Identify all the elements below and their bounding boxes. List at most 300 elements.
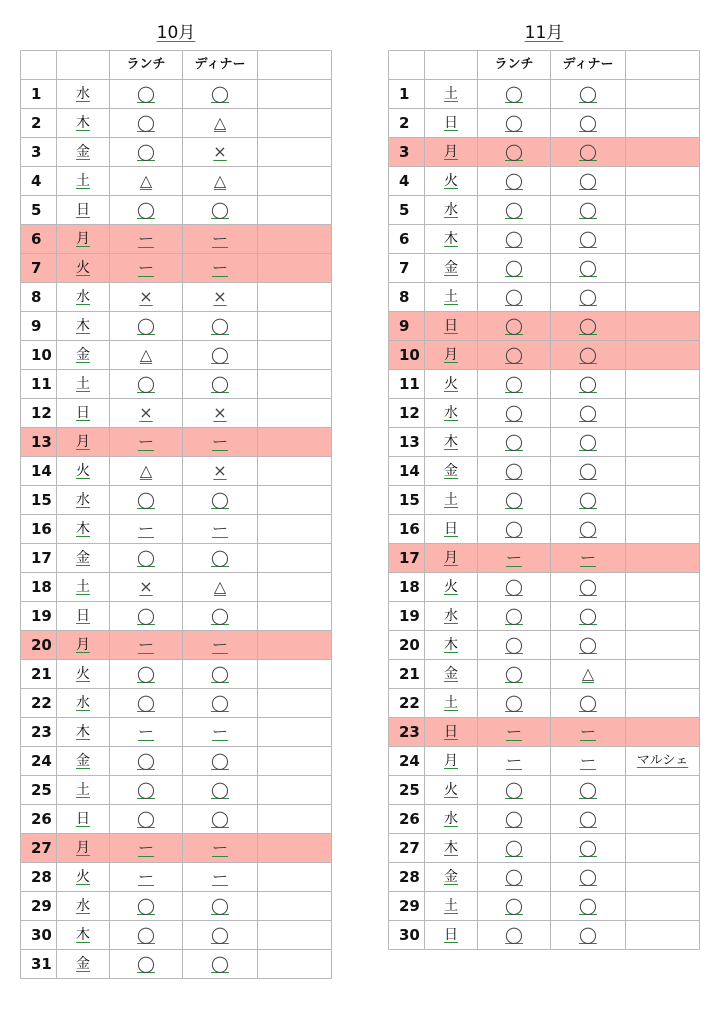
table-row — [21, 892, 332, 921]
dinner-status-cell: ◯ — [551, 457, 626, 486]
dinner-status-cell: △ — [183, 573, 258, 602]
note-cell — [258, 80, 332, 109]
table-row — [389, 921, 700, 950]
lunch-status-cell: ◯ — [110, 689, 183, 718]
note-cell — [258, 863, 332, 892]
dinner-status-cell: ◯ — [551, 834, 626, 863]
lunch-status-cell: ◯ — [110, 805, 183, 834]
table-row — [21, 631, 332, 660]
rows-october — [21, 80, 332, 979]
note-cell — [258, 573, 332, 602]
table-row — [21, 138, 332, 167]
weekday-cell: 日 — [425, 109, 478, 138]
table-row — [21, 515, 332, 544]
note-cell — [626, 834, 700, 863]
weekday-cell: 日 — [57, 399, 110, 428]
day-cell: 12 — [21, 399, 57, 428]
lunch-status-cell: ◯ — [478, 428, 551, 457]
table-row — [21, 776, 332, 805]
weekday-cell: 金 — [57, 950, 110, 979]
lunch-status-cell: × — [110, 573, 183, 602]
table-row — [389, 515, 700, 544]
note-cell — [258, 138, 332, 167]
day-cell: 16 — [21, 515, 57, 544]
day-cell: 3 — [389, 138, 425, 167]
table-row — [389, 718, 700, 747]
note-cell — [258, 399, 332, 428]
header-lunch: ランチ — [110, 51, 183, 80]
note-cell — [626, 225, 700, 254]
table-row — [389, 370, 700, 399]
day-cell: 29 — [21, 892, 57, 921]
dinner-status-cell: ◯ — [183, 196, 258, 225]
dinner-status-cell: ◯ — [183, 921, 258, 950]
note-cell — [626, 109, 700, 138]
lunch-status-cell: ー — [110, 834, 183, 863]
header-date — [21, 51, 57, 80]
lunch-status-cell: ◯ — [478, 834, 551, 863]
note-cell — [626, 747, 700, 776]
note-cell — [626, 602, 700, 631]
day-cell: 24 — [389, 747, 425, 776]
weekday-cell: 土 — [425, 892, 478, 921]
table-row — [21, 109, 332, 138]
day-cell: 23 — [389, 718, 425, 747]
table-row — [21, 399, 332, 428]
lunch-status-cell: ◯ — [110, 196, 183, 225]
weekday-cell: 木 — [425, 225, 478, 254]
day-cell: 4 — [389, 167, 425, 196]
table-row — [21, 718, 332, 747]
weekday-cell: 火 — [57, 863, 110, 892]
dinner-status-cell: ◯ — [183, 544, 258, 573]
day-cell: 7 — [21, 254, 57, 283]
header-dinner: ディナー — [183, 51, 258, 80]
table-row — [21, 544, 332, 573]
note-cell — [258, 631, 332, 660]
dinner-status-cell: ◯ — [551, 399, 626, 428]
lunch-status-cell: ◯ — [110, 602, 183, 631]
table-row — [389, 834, 700, 863]
note-cell — [258, 428, 332, 457]
note-cell — [626, 892, 700, 921]
weekday-cell: 月 — [425, 138, 478, 167]
dinner-status-cell: △ — [551, 660, 626, 689]
weekday-cell: 月 — [57, 428, 110, 457]
weekday-cell: 木 — [57, 718, 110, 747]
weekday-cell: 火 — [57, 660, 110, 689]
lunch-status-cell: ◯ — [110, 80, 183, 109]
day-cell: 27 — [21, 834, 57, 863]
note-cell — [626, 167, 700, 196]
weekday-cell: 火 — [57, 457, 110, 486]
lunch-status-cell: ー — [478, 747, 551, 776]
weekday-cell: 月 — [57, 834, 110, 863]
dinner-status-cell: ◯ — [551, 80, 626, 109]
dinner-status-cell: ◯ — [551, 225, 626, 254]
table-row — [21, 805, 332, 834]
lunch-status-cell: ◯ — [110, 138, 183, 167]
dinner-status-cell: ◯ — [551, 109, 626, 138]
weekday-cell: 金 — [425, 660, 478, 689]
dinner-status-cell: ◯ — [551, 573, 626, 602]
table-row — [389, 486, 700, 515]
header-weekday — [57, 51, 110, 80]
lunch-status-cell: ◯ — [478, 515, 551, 544]
day-cell: 2 — [21, 109, 57, 138]
table-row — [21, 428, 332, 457]
table-row — [389, 312, 700, 341]
lunch-status-cell: ー — [110, 631, 183, 660]
day-cell: 28 — [389, 863, 425, 892]
lunch-status-cell: ー — [110, 428, 183, 457]
weekday-cell: 土 — [425, 283, 478, 312]
note-cell — [626, 138, 700, 167]
dinner-status-cell: ー — [183, 515, 258, 544]
note-cell — [258, 196, 332, 225]
dinner-status-cell: ◯ — [551, 892, 626, 921]
table-row — [21, 950, 332, 979]
dinner-status-cell: ◯ — [551, 921, 626, 950]
weekday-cell: 月 — [57, 225, 110, 254]
day-cell: 2 — [389, 109, 425, 138]
note-cell — [626, 544, 700, 573]
lunch-status-cell: ◯ — [110, 950, 183, 979]
weekday-cell: 土 — [57, 776, 110, 805]
day-cell: 19 — [21, 602, 57, 631]
weekday-cell: 木 — [425, 631, 478, 660]
header-lunch: ランチ — [478, 51, 551, 80]
note-cell — [258, 544, 332, 573]
weekday-cell: 水 — [57, 892, 110, 921]
dinner-status-cell: △ — [183, 167, 258, 196]
lunch-status-cell: ◯ — [478, 631, 551, 660]
dinner-status-cell: ◯ — [183, 341, 258, 370]
note-cell — [258, 486, 332, 515]
day-cell: 13 — [389, 428, 425, 457]
weekday-cell: 日 — [425, 921, 478, 950]
calendar-october — [20, 22, 332, 979]
lunch-status-cell: ◯ — [110, 312, 183, 341]
table-row — [389, 80, 700, 109]
day-cell: 18 — [389, 573, 425, 602]
weekday-cell: 火 — [57, 254, 110, 283]
note-cell — [626, 399, 700, 428]
header-note — [258, 51, 332, 80]
table-row — [21, 486, 332, 515]
lunch-status-cell: ◯ — [478, 312, 551, 341]
dinner-status-cell: ◯ — [551, 428, 626, 457]
table-row — [21, 602, 332, 631]
table-row — [21, 689, 332, 718]
header-row — [21, 51, 332, 80]
weekday-cell: 土 — [57, 370, 110, 399]
dinner-status-cell: ◯ — [551, 196, 626, 225]
dinner-status-cell: ◯ — [183, 312, 258, 341]
weekday-cell: 水 — [425, 196, 478, 225]
day-cell: 24 — [21, 747, 57, 776]
header-row — [389, 51, 700, 80]
table-row — [21, 167, 332, 196]
note-cell — [626, 370, 700, 399]
lunch-status-cell: ◯ — [478, 863, 551, 892]
lunch-status-cell: ◯ — [478, 486, 551, 515]
day-cell: 29 — [389, 892, 425, 921]
table-row — [21, 254, 332, 283]
day-cell: 13 — [21, 428, 57, 457]
weekday-cell: 土 — [425, 80, 478, 109]
dinner-status-cell: ◯ — [183, 950, 258, 979]
table-row — [389, 341, 700, 370]
day-cell: 20 — [21, 631, 57, 660]
lunch-status-cell: ー — [478, 544, 551, 573]
weekday-cell: 月 — [57, 631, 110, 660]
dinner-status-cell: ー — [183, 631, 258, 660]
table-row — [21, 863, 332, 892]
day-cell: 17 — [389, 544, 425, 573]
table-row — [389, 138, 700, 167]
dinner-status-cell: ー — [183, 225, 258, 254]
dinner-status-cell: ー — [551, 718, 626, 747]
table-row — [389, 457, 700, 486]
day-cell: 22 — [21, 689, 57, 718]
dinner-status-cell: ◯ — [551, 631, 626, 660]
lunch-status-cell: △ — [110, 457, 183, 486]
weekday-cell: 水 — [57, 80, 110, 109]
note-cell — [626, 573, 700, 602]
weekday-cell: 土 — [57, 573, 110, 602]
table-row — [389, 428, 700, 457]
note-cell — [258, 921, 332, 950]
lunch-status-cell: ◯ — [110, 747, 183, 776]
lunch-status-cell: ◯ — [110, 109, 183, 138]
dinner-status-cell: ◯ — [551, 283, 626, 312]
dinner-status-cell: ◯ — [551, 341, 626, 370]
lunch-status-cell: ◯ — [478, 805, 551, 834]
lunch-status-cell: ◯ — [478, 196, 551, 225]
weekday-cell: 火 — [425, 370, 478, 399]
table-row — [389, 109, 700, 138]
dinner-status-cell: ー — [183, 254, 258, 283]
weekday-cell: 土 — [57, 167, 110, 196]
lunch-status-cell: × — [110, 399, 183, 428]
note-cell — [258, 602, 332, 631]
day-cell: 21 — [389, 660, 425, 689]
lunch-status-cell: ◯ — [478, 660, 551, 689]
note-cell — [626, 921, 700, 950]
day-cell: 7 — [389, 254, 425, 283]
lunch-status-cell: × — [110, 283, 183, 312]
day-cell: 8 — [389, 283, 425, 312]
header-note — [626, 51, 700, 80]
weekday-cell: 木 — [425, 428, 478, 457]
weekday-cell: 火 — [425, 573, 478, 602]
note-cell — [626, 805, 700, 834]
table-row — [21, 660, 332, 689]
weekday-cell: 金 — [57, 747, 110, 776]
lunch-status-cell: ー — [478, 718, 551, 747]
dinner-status-cell: ◯ — [551, 486, 626, 515]
note-cell — [258, 776, 332, 805]
table-row — [389, 544, 700, 573]
dinner-status-cell: ◯ — [551, 805, 626, 834]
note-cell — [258, 515, 332, 544]
table-row — [21, 921, 332, 950]
lunch-status-cell: ー — [110, 254, 183, 283]
dinner-status-cell: ー — [551, 747, 626, 776]
note-cell — [258, 457, 332, 486]
day-cell: 8 — [21, 283, 57, 312]
dinner-status-cell: ◯ — [551, 863, 626, 892]
note-cell — [258, 747, 332, 776]
note-cell — [258, 370, 332, 399]
table-row — [389, 747, 700, 776]
note-cell — [258, 341, 332, 370]
lunch-status-cell: ◯ — [478, 921, 551, 950]
lunch-status-cell: ◯ — [478, 225, 551, 254]
day-cell: 31 — [21, 950, 57, 979]
day-cell: 18 — [21, 573, 57, 602]
dinner-status-cell: ー — [551, 544, 626, 573]
day-cell: 3 — [21, 138, 57, 167]
weekday-cell: 月 — [425, 341, 478, 370]
lunch-status-cell: ◯ — [478, 80, 551, 109]
day-cell: 1 — [21, 80, 57, 109]
lunch-status-cell: ◯ — [110, 892, 183, 921]
note-text: マルシェ — [636, 753, 689, 768]
weekday-cell: 日 — [425, 515, 478, 544]
lunch-status-cell: △ — [110, 167, 183, 196]
table-row — [389, 196, 700, 225]
month-title-november: 11月 — [524, 23, 564, 43]
lunch-status-cell: ◯ — [110, 370, 183, 399]
table-row — [389, 399, 700, 428]
day-cell: 16 — [389, 515, 425, 544]
lunch-status-cell: ◯ — [478, 457, 551, 486]
weekday-cell: 金 — [57, 341, 110, 370]
dinner-status-cell: ー — [183, 428, 258, 457]
note-cell — [626, 486, 700, 515]
table-row — [389, 283, 700, 312]
weekday-cell: 金 — [425, 863, 478, 892]
note-cell — [626, 80, 700, 109]
lunch-status-cell: ◯ — [478, 689, 551, 718]
table-row — [21, 196, 332, 225]
day-cell: 25 — [389, 776, 425, 805]
dinner-status-cell: ◯ — [551, 776, 626, 805]
note-cell — [626, 457, 700, 486]
weekday-cell: 水 — [425, 399, 478, 428]
day-cell: 25 — [21, 776, 57, 805]
note-cell — [258, 283, 332, 312]
weekday-cell: 土 — [425, 486, 478, 515]
note-cell — [258, 109, 332, 138]
weekday-cell: 木 — [57, 515, 110, 544]
weekday-cell: 土 — [425, 689, 478, 718]
note-cell — [258, 312, 332, 341]
table-row — [389, 892, 700, 921]
day-cell: 9 — [21, 312, 57, 341]
lunch-status-cell: ー — [110, 225, 183, 254]
day-cell: 12 — [389, 399, 425, 428]
weekday-cell: 木 — [57, 312, 110, 341]
day-cell: 26 — [389, 805, 425, 834]
weekday-cell: 木 — [425, 834, 478, 863]
dinner-status-cell: × — [183, 457, 258, 486]
note-cell — [626, 428, 700, 457]
lunch-status-cell: ー — [110, 515, 183, 544]
lunch-status-cell: ◯ — [478, 573, 551, 602]
note-cell — [626, 660, 700, 689]
day-cell: 15 — [21, 486, 57, 515]
dinner-status-cell: △ — [183, 109, 258, 138]
day-cell: 17 — [21, 544, 57, 573]
day-cell: 23 — [21, 718, 57, 747]
note-cell — [258, 254, 332, 283]
note-cell — [626, 196, 700, 225]
weekday-cell: 火 — [425, 167, 478, 196]
day-cell: 1 — [389, 80, 425, 109]
note-cell — [626, 254, 700, 283]
day-cell: 30 — [21, 921, 57, 950]
weekday-cell: 水 — [57, 283, 110, 312]
lunch-status-cell: ◯ — [478, 341, 551, 370]
lunch-status-cell: ◯ — [478, 254, 551, 283]
day-cell: 20 — [389, 631, 425, 660]
day-cell: 14 — [389, 457, 425, 486]
note-cell — [258, 225, 332, 254]
weekday-cell: 金 — [425, 254, 478, 283]
note-cell — [258, 834, 332, 863]
table-row — [21, 341, 332, 370]
weekday-cell: 水 — [57, 486, 110, 515]
day-cell: 10 — [21, 341, 57, 370]
dinner-status-cell: × — [183, 283, 258, 312]
table-row — [21, 283, 332, 312]
day-cell: 21 — [21, 660, 57, 689]
day-cell: 5 — [389, 196, 425, 225]
lunch-status-cell: ◯ — [478, 399, 551, 428]
dinner-status-cell: ◯ — [551, 370, 626, 399]
note-cell — [626, 631, 700, 660]
note-cell — [626, 776, 700, 805]
table-row — [389, 660, 700, 689]
lunch-status-cell: ◯ — [478, 892, 551, 921]
dinner-status-cell: ◯ — [551, 254, 626, 283]
table-row — [389, 689, 700, 718]
dinner-status-cell: ◯ — [551, 138, 626, 167]
note-cell — [626, 863, 700, 892]
table-row — [21, 370, 332, 399]
weekday-cell: 日 — [57, 805, 110, 834]
lunch-status-cell: ◯ — [110, 486, 183, 515]
header-weekday — [425, 51, 478, 80]
note-cell — [258, 805, 332, 834]
note-cell — [626, 312, 700, 341]
weekday-cell: 金 — [57, 138, 110, 167]
dinner-status-cell: × — [183, 138, 258, 167]
table-row — [21, 457, 332, 486]
dinner-status-cell: ◯ — [183, 776, 258, 805]
dinner-status-cell: ー — [183, 834, 258, 863]
weekday-cell: 木 — [57, 921, 110, 950]
lunch-status-cell: ◯ — [478, 602, 551, 631]
day-cell: 27 — [389, 834, 425, 863]
weekday-cell: 日 — [425, 312, 478, 341]
table-row — [389, 167, 700, 196]
note-cell — [626, 689, 700, 718]
note-cell — [258, 892, 332, 921]
